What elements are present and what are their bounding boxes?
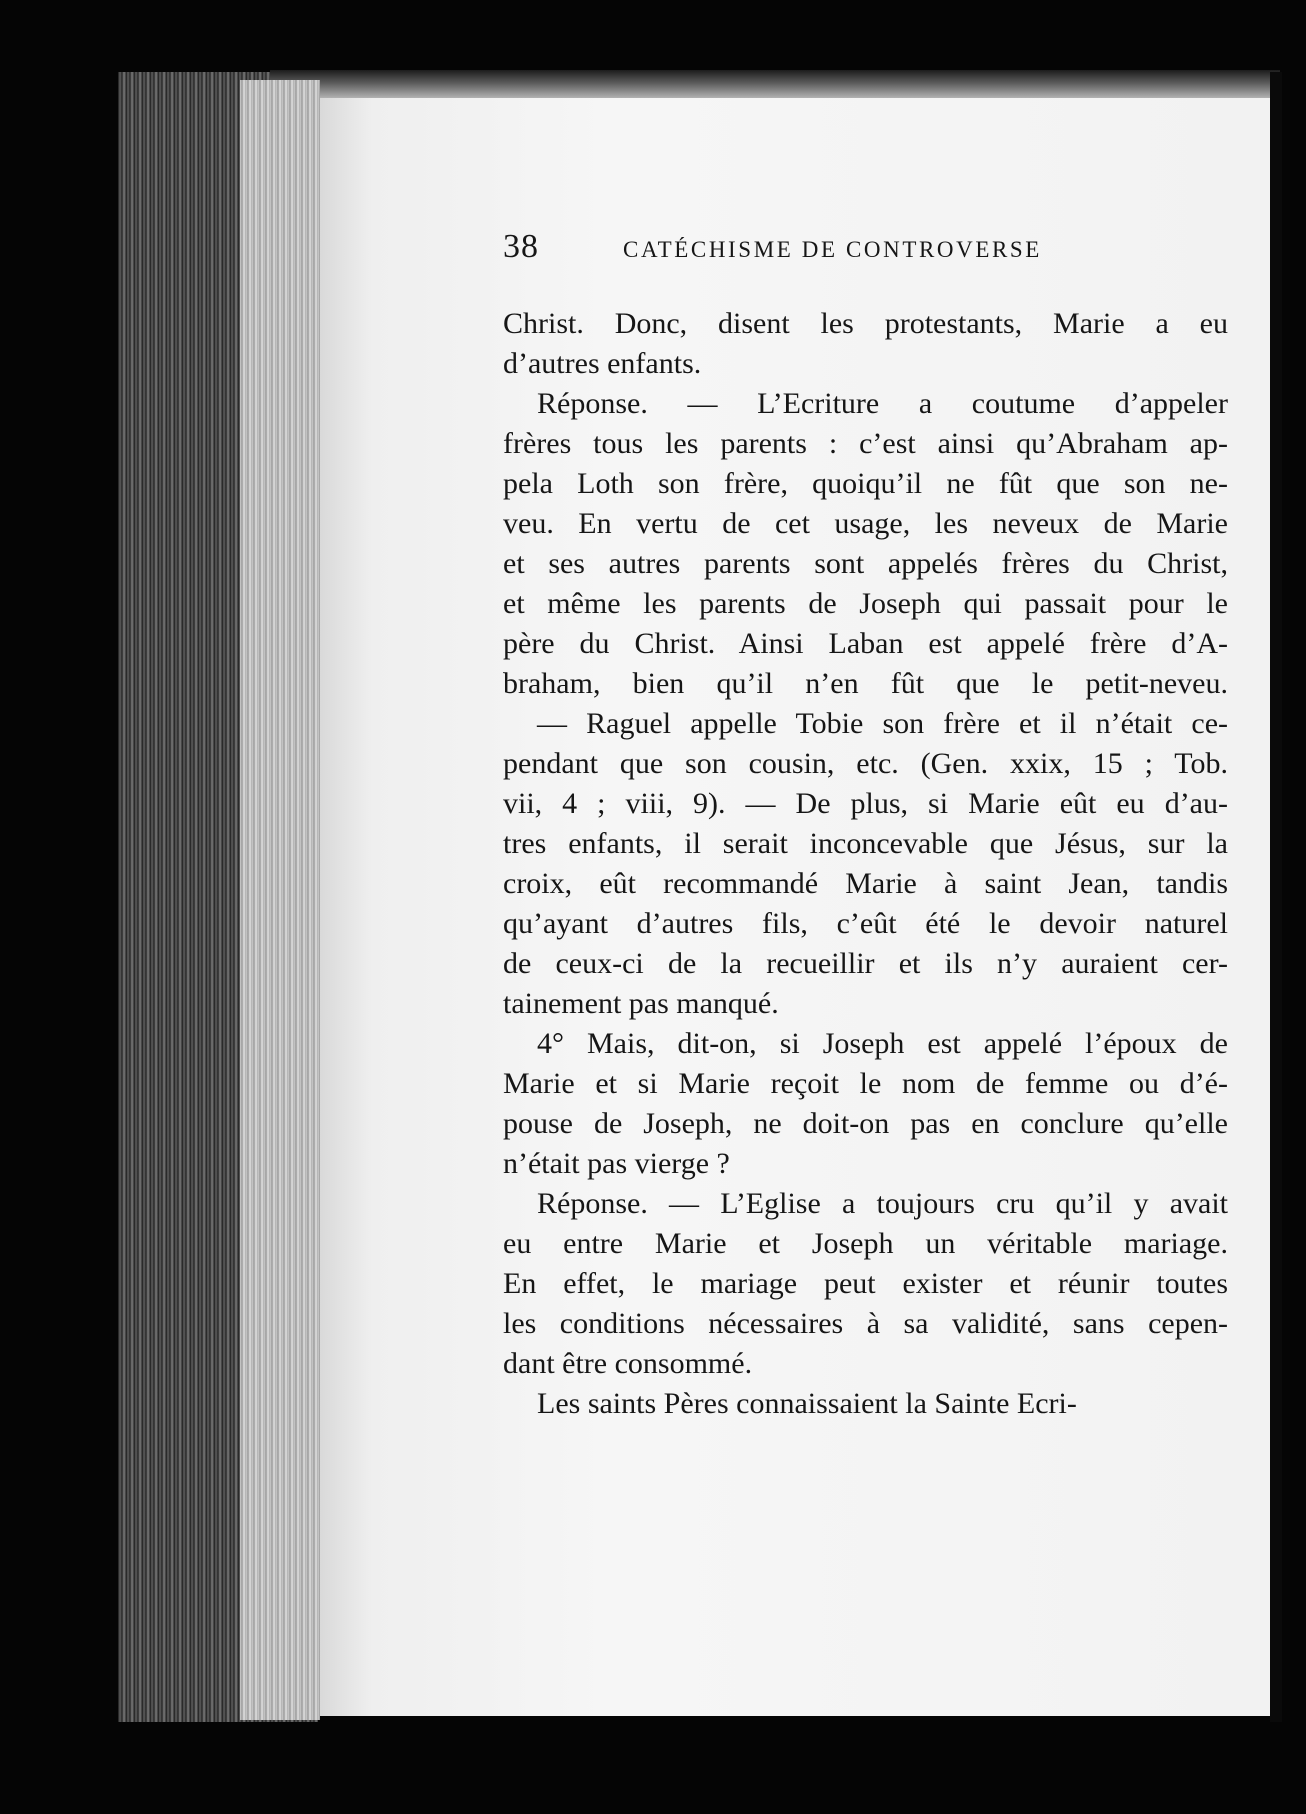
page-number: 38	[503, 228, 539, 265]
text-body	[503, 304, 1228, 1424]
running-head-title: CATÉCHISME DE CONTROVERSE	[623, 237, 1042, 262]
page-gutter	[240, 80, 320, 1720]
book-top-edge	[270, 70, 1280, 100]
text-line: et ses autres parents sont appelés frères du Christ,	[503, 547, 1228, 580]
text-line: Christ. Donc, disent les protestants, Marie a eu	[503, 307, 1228, 340]
page-right-shadow	[1270, 72, 1282, 1722]
paragraph-p3	[503, 1024, 1228, 1184]
paragraph-p1	[503, 304, 1228, 384]
text-line: eu entre Marie et Joseph un véritable mariage.	[503, 1227, 1228, 1260]
text-line: d’autres enfants.	[503, 347, 702, 380]
text-line: Réponse. — L’Ecriture a coutume d’appeler	[537, 387, 1228, 420]
text-line: n’était pas vierge ?	[503, 1147, 730, 1180]
text-line: dant être consommé.	[503, 1347, 753, 1380]
text-line: et même les parents de Joseph qui passait pour le	[503, 587, 1228, 620]
text-line: de ceux-ci de la recueillir et ils n’y auraient cer-	[503, 947, 1228, 980]
text-line: 4° Mais, dit-on, si Joseph est appelé l’époux de	[537, 1027, 1228, 1060]
text-line: frères tous les parents : c’est ainsi qu’Abraham ap-	[503, 427, 1228, 460]
paragraph-p4	[503, 1184, 1228, 1384]
text-line: qu’ayant d’autres fils, c’eût été le devoir naturel	[503, 907, 1228, 940]
text-line: braham, bien qu’il n’en fût que le petit-neveu.	[503, 667, 1228, 700]
text-line: pouse de Joseph, ne doit-on pas en conclure qu’elle	[503, 1107, 1228, 1140]
text-line: pela Loth son frère, quoiqu’il ne fût que son ne-	[503, 467, 1228, 500]
text-line: veu. En vertu de cet usage, les neveux de Marie	[503, 507, 1228, 540]
paragraph-p5	[503, 1384, 1228, 1424]
text-line: Réponse. — L’Eglise a toujours cru qu’il y avait	[537, 1187, 1228, 1220]
text-line: les conditions nécessaires à sa validité, sans cepen-	[503, 1307, 1228, 1340]
text-line: — Raguel appelle Tobie son frère et il n’était ce-	[537, 707, 1228, 740]
text-line: tainement pas manqué.	[503, 987, 779, 1020]
text-line: Marie et si Marie reçoit le nom de femme ou d’é-	[503, 1067, 1228, 1100]
page-content	[503, 228, 1228, 1424]
text-line: tres enfants, il serait inconcevable que Jésus, sur la	[503, 827, 1228, 860]
text-line: croix, eût recommandé Marie à saint Jean, tandis	[503, 867, 1228, 900]
text-line: pendant que son cousin, etc. (Gen. xxix, 15 ; Tob.	[503, 747, 1228, 780]
text-line: vii, 4 ; viii, 9). — De plus, si Marie eût eu d’au-	[503, 787, 1228, 820]
running-head	[503, 228, 1228, 278]
text-line: En effet, le mariage peut exister et réunir toutes	[503, 1267, 1228, 1300]
paragraph-p2	[503, 384, 1228, 1024]
text-line: Les saints Pères connaissaient la Sainte Ecri-	[537, 1387, 1077, 1420]
text-line: père du Christ. Ainsi Laban est appelé frère d’A-	[503, 627, 1228, 660]
